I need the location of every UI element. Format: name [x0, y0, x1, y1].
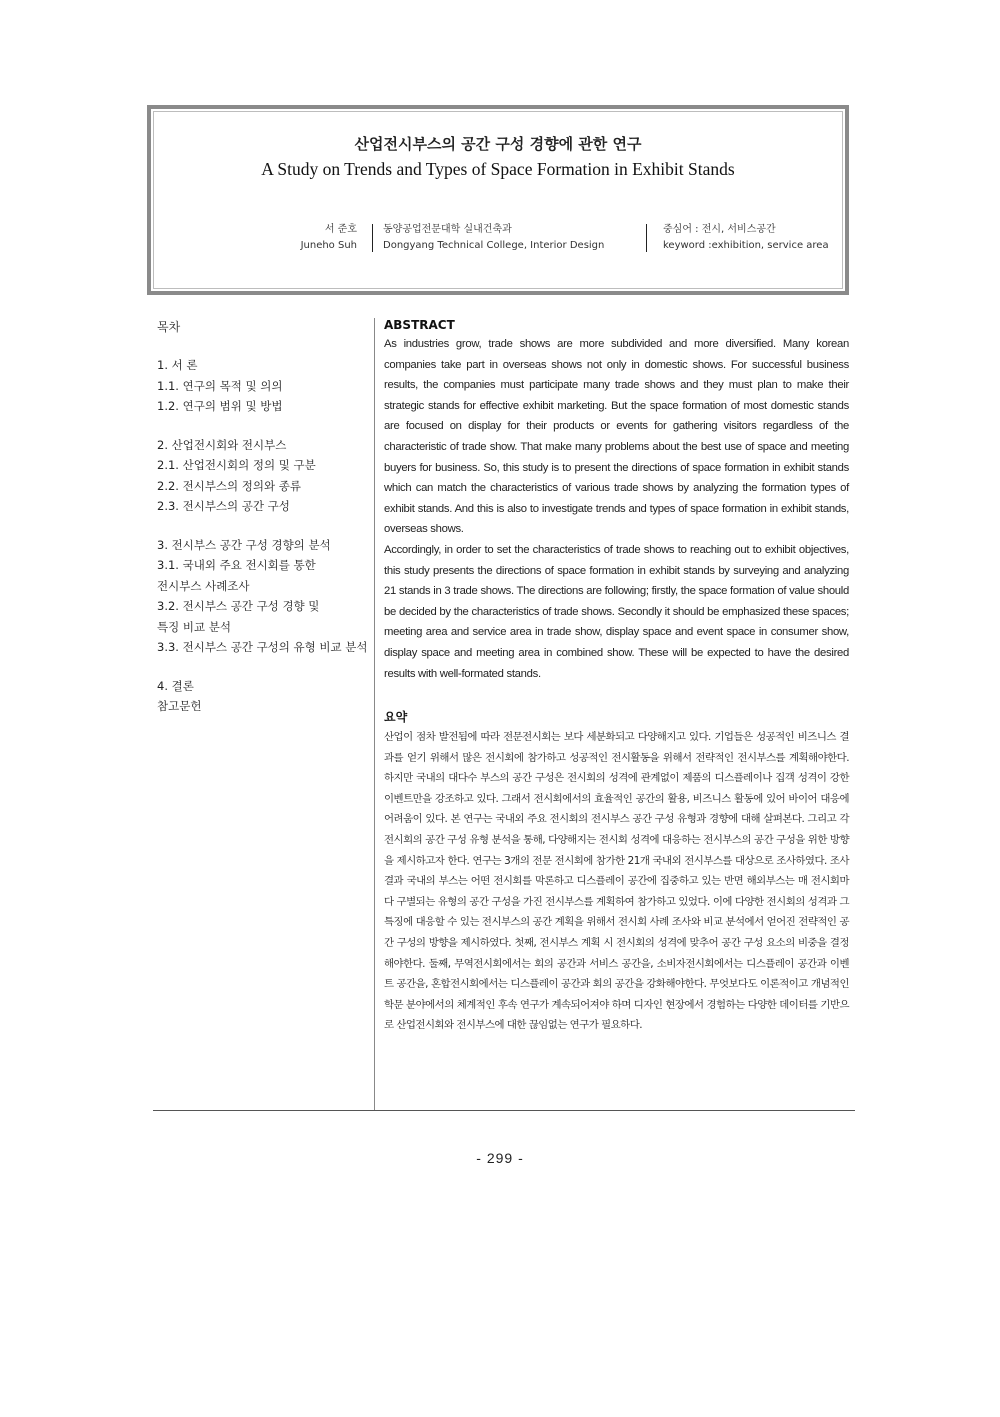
- toc-item: 2.2. 전시부스의 정의와 종류: [157, 478, 301, 493]
- toc-spacer: [157, 658, 367, 676]
- toc-list: [157, 355, 367, 717]
- table-of-contents: [157, 318, 367, 717]
- author-name-english: Juneho Suh: [300, 240, 357, 251]
- affiliation-korean: 동양공업전문대학 실내건축과: [383, 224, 512, 235]
- affiliation-english: Dongyang Technical College, Interior Design: [383, 240, 605, 251]
- toc-item: 1. 서 론: [157, 358, 198, 372]
- author-block: [257, 222, 357, 254]
- toc-item: 3.3. 전시부스 공간 구성의 유형 비교 분석: [157, 640, 368, 654]
- paper-title-korean: 산업전시부스의 공간 구성 경향에 관한 연구: [354, 135, 642, 153]
- toc-item: 2. 산업전시회와 전시부스: [157, 437, 287, 452]
- toc-item: 3.1. 국내외 주요 전시회를 통한: [157, 558, 316, 572]
- summary-paragraph: 산업이 점차 발전됨에 따라 전문전시회는 보다 세분화되고 다양해지고 있다. 기업들은 성공적인 비즈니스 결과를 얻기 위해서 많은 전시회에 참가하고 성공적인 전시활동을 위해서 전략적인 전시부스를 계획해야한다. 하지만 국내의 대다수 부스의 공간 구성은 전시회의 성격에 관계없이 제품의 디스플레이나 집객 성격이 강한 이벤트만을 강조하고 있다. 그래서 전시회에서의 효율적인 공간의 활용, 비즈니스 활동에 있어 바이어 대응에 어려움이 있다. 본 연구는 국내외 주요 전시회의 전시부스 공간 구성 유형과 경향에 대해 살펴본다. 그리고 각 전시회의 공간 구성 유형 분석을 통해, 다양해지는 전시회 성격에 대응하는 전시부스의 공간 구성을 위한 방향을 제시하고자 한다. 연구는 3개의 전문 전시회에 참가한 21개 국내외 전시부스를 대상으로 조사하였다. 조사결과 국내의 부스는 어떤 전시회를 막론하고 디스플레이 공간에 집중하고 있는 반면 해외부스는 매 전시회마다 구별되는 유형의 공간 구성을 가진 전시부스를 계획하여 참가하고 있었다. 이에 다양한 전시회의 성격과 그 특징에 대응할 수 있는 전시부스의 공간 계획을 위해서 전시회 사례 조사와 비교 분석에서 얻어진 전략적인 공간 구성의 방향을 제시하였다. 첫째, 전시부스 계획 시 전시회의 성격에 맞추어 공간 구성 요소의 비중을 결정해야한다. 둘째, 무역전시회에서는 회의 공간과 서비스 공간을, 소비자전시회에서는 디스플레이 공간과 이벤트 공간을, 혼합전시회에서는 디스플레이 공간과 회의 공간을 강화해야한다. 무엇보다도 이론적이고 개념적인 학문 분야에서의 체계적인 후속 연구가 계속되어져야 하며 디자인 현장에서 경험하는 다양한 데이터를 기반으로 산업전시회와 전시부스에 대한 끊임없는 연구가 필요하다.: [384, 731, 849, 1032]
- main-column: [384, 318, 849, 1036]
- divider: [646, 224, 647, 252]
- page-number: - 299 -: [476, 1150, 524, 1166]
- toc-spacer: [157, 517, 367, 535]
- keywords-korean: 중심어 : 전시, 서비스공간: [663, 224, 776, 235]
- toc-item: 3. 전시부스 공간 구성 경향의 분석: [157, 537, 331, 552]
- toc-item: 1.2. 연구의 범위 및 방법: [157, 399, 283, 413]
- paper-title-english: A Study on Trends and Types of Space Formation in Exhibit Stands: [261, 159, 735, 179]
- author-info-row: [151, 222, 845, 256]
- summary-heading: 요약: [384, 710, 408, 725]
- abstract-paragraph: As industries grow, trade shows are more subdivided and more diversified. Many korean companies take part in overseas shows not only in domestic shows. For successful business results, the companies must participate many trade shows and they must plan to make their strategic stands for effective exhibit marketing. But the space formation of most domestic stands are focused on display for their products or events for gathering visitors regardless of the characteristic of trade show. That make many problems about the best use of space and meeting buyers for business. So, this study is to present the directions of space formation in exhibit stands which can match the characteristics of various trade shows by analyzing the formation types of exhibit stands. And this is also to investigate trends and types of space formation in exhibit stands, overseas shows.: [384, 338, 849, 536]
- toc-item: 특징 비교 분석: [157, 619, 231, 634]
- toc-item: 2.1. 산업전시회의 정의 및 구분: [157, 458, 316, 472]
- author-name-korean: 서 준호: [324, 224, 357, 235]
- toc-item: 1.1. 연구의 목적 및 의의: [157, 378, 283, 393]
- toc-item: 전시부스 사례조사: [157, 578, 250, 593]
- keywords-block: [663, 222, 829, 254]
- toc-item: 2.3. 전시부스의 공간 구성: [157, 499, 290, 513]
- abstract-paragraph: Accordingly, in order to set the characteristics of trade shows to reaching out to exhibit objectives, this study presents the directions of space formation in exhibit stands by surveying and analyzing 21 stands in 3 trade shows. The directions are following; firstly, the space formation of value should be decided by the characteristics of trade shows. Secondly it should be emphasized these spaces; meeting area and service area in trade show, display space and event space in consumer show, display space and meeting area in combined show. These will be expected to have the desired results with well-formated stands.: [384, 543, 849, 680]
- abstract-heading: ABSTRACT: [384, 318, 455, 332]
- toc-item: 참고문헌: [157, 699, 202, 713]
- column-divider: [374, 318, 375, 1110]
- divider: [372, 224, 373, 252]
- toc-spacer: [157, 417, 367, 435]
- toc-item: 3.2. 전시부스 공간 구성 경향 및: [157, 599, 320, 613]
- keywords-english: keyword :exhibition, service area: [663, 240, 829, 251]
- title-block: [147, 105, 849, 295]
- toc-title: 목차: [157, 320, 181, 334]
- bottom-rule: [153, 1110, 855, 1111]
- affiliation-block: [383, 222, 604, 254]
- toc-item: 4. 결론: [157, 678, 194, 693]
